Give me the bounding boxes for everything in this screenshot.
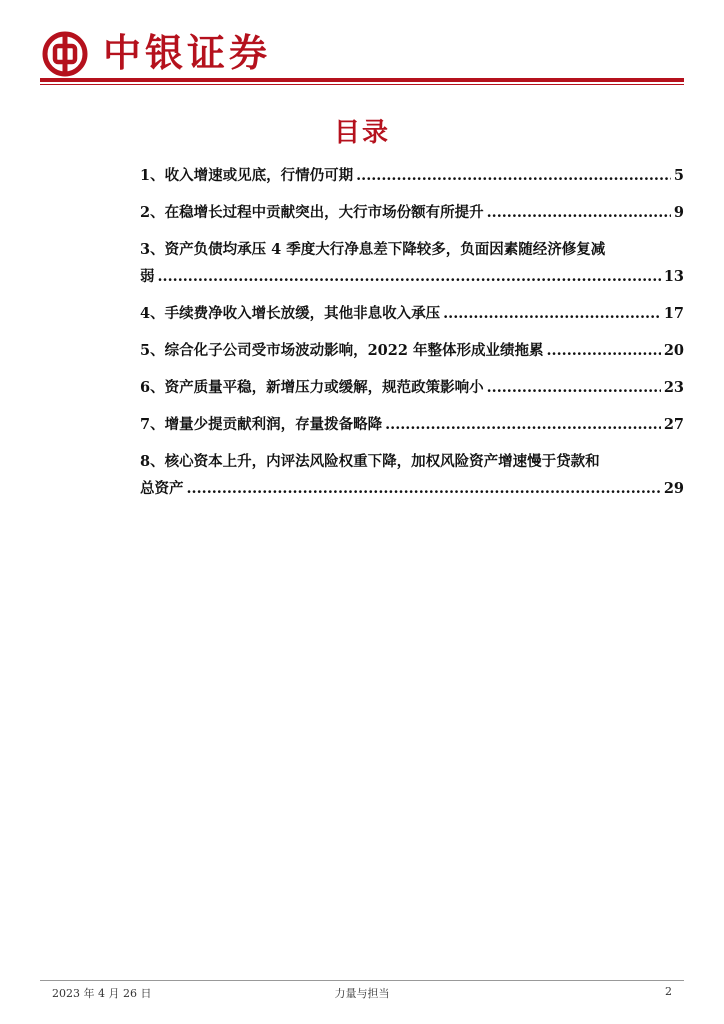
toc-page-number: 27 <box>663 416 684 433</box>
toc-page-number: 20 <box>663 342 684 359</box>
header-divider <box>40 78 684 82</box>
bank-of-china-logo <box>42 31 88 77</box>
toc-page-number: 13 <box>663 268 684 285</box>
dot-leader <box>487 374 661 401</box>
toc-entry-text: 1、收入增速或见底，行情仍可期 <box>140 167 354 184</box>
toc-entry-6[interactable] <box>140 374 684 401</box>
table-of-contents <box>140 162 684 512</box>
toc-entry-text: 7、增量少提贡献利润，存量拨备略降 <box>140 416 383 433</box>
toc-page-number: 23 <box>663 379 684 396</box>
footer-divider <box>40 980 684 981</box>
toc-entry-5[interactable] <box>140 337 684 364</box>
toc-entry-3[interactable] <box>140 236 684 290</box>
toc-entry-text: 4、手续费净收入增长放缓，其他非息收入承压 <box>140 305 441 322</box>
toc-entry-7[interactable] <box>140 411 684 438</box>
toc-entry-text: 5、综合化子公司受市场波动影响，2022 年整体形成业绩拖累 <box>140 342 544 359</box>
toc-entry-text-continued: 总资产 <box>140 480 184 497</box>
dot-leader <box>187 475 661 502</box>
dot-leader <box>356 162 671 189</box>
toc-entry-text: 2、在稳增长过程中贡献突出，大行市场份额有所提升 <box>140 204 484 221</box>
toc-page-number: 9 <box>673 204 684 221</box>
toc-title: 目录 <box>333 118 390 148</box>
toc-entry-2[interactable] <box>140 199 684 226</box>
dot-leader <box>158 263 661 290</box>
toc-entry-4[interactable] <box>140 300 684 327</box>
toc-page-number: 17 <box>663 305 684 322</box>
toc-entry-text: 8、核心资本上升，内评法风险权重下降，加权风险资产增速慢于贷款和 <box>140 453 600 470</box>
toc-entry-text: 3、资产负债均承压 4 季度大行净息差下降较多，负面因素随经济修复减 <box>140 241 606 258</box>
toc-page-number: 5 <box>673 167 684 184</box>
toc-entry-1[interactable] <box>140 162 684 189</box>
report-date: 2023 年 4 月 26 日 <box>52 987 152 1000</box>
toc-entry-text: 6、资产质量平稳，新增压力或缓解，规范政策影响小 <box>140 379 484 396</box>
page-number: 2 <box>665 985 672 998</box>
toc-entry-8[interactable] <box>140 448 684 502</box>
dot-leader <box>443 300 661 327</box>
brand-name: 中银证券 <box>103 31 272 75</box>
header-divider-thin <box>40 84 684 85</box>
dot-leader <box>487 199 671 226</box>
dot-leader <box>547 337 661 364</box>
toc-page-number: 29 <box>663 480 684 497</box>
dot-leader <box>385 411 661 438</box>
footer-motto: 力量与担当 <box>334 987 390 1000</box>
toc-entry-text-continued: 弱 <box>140 268 155 285</box>
